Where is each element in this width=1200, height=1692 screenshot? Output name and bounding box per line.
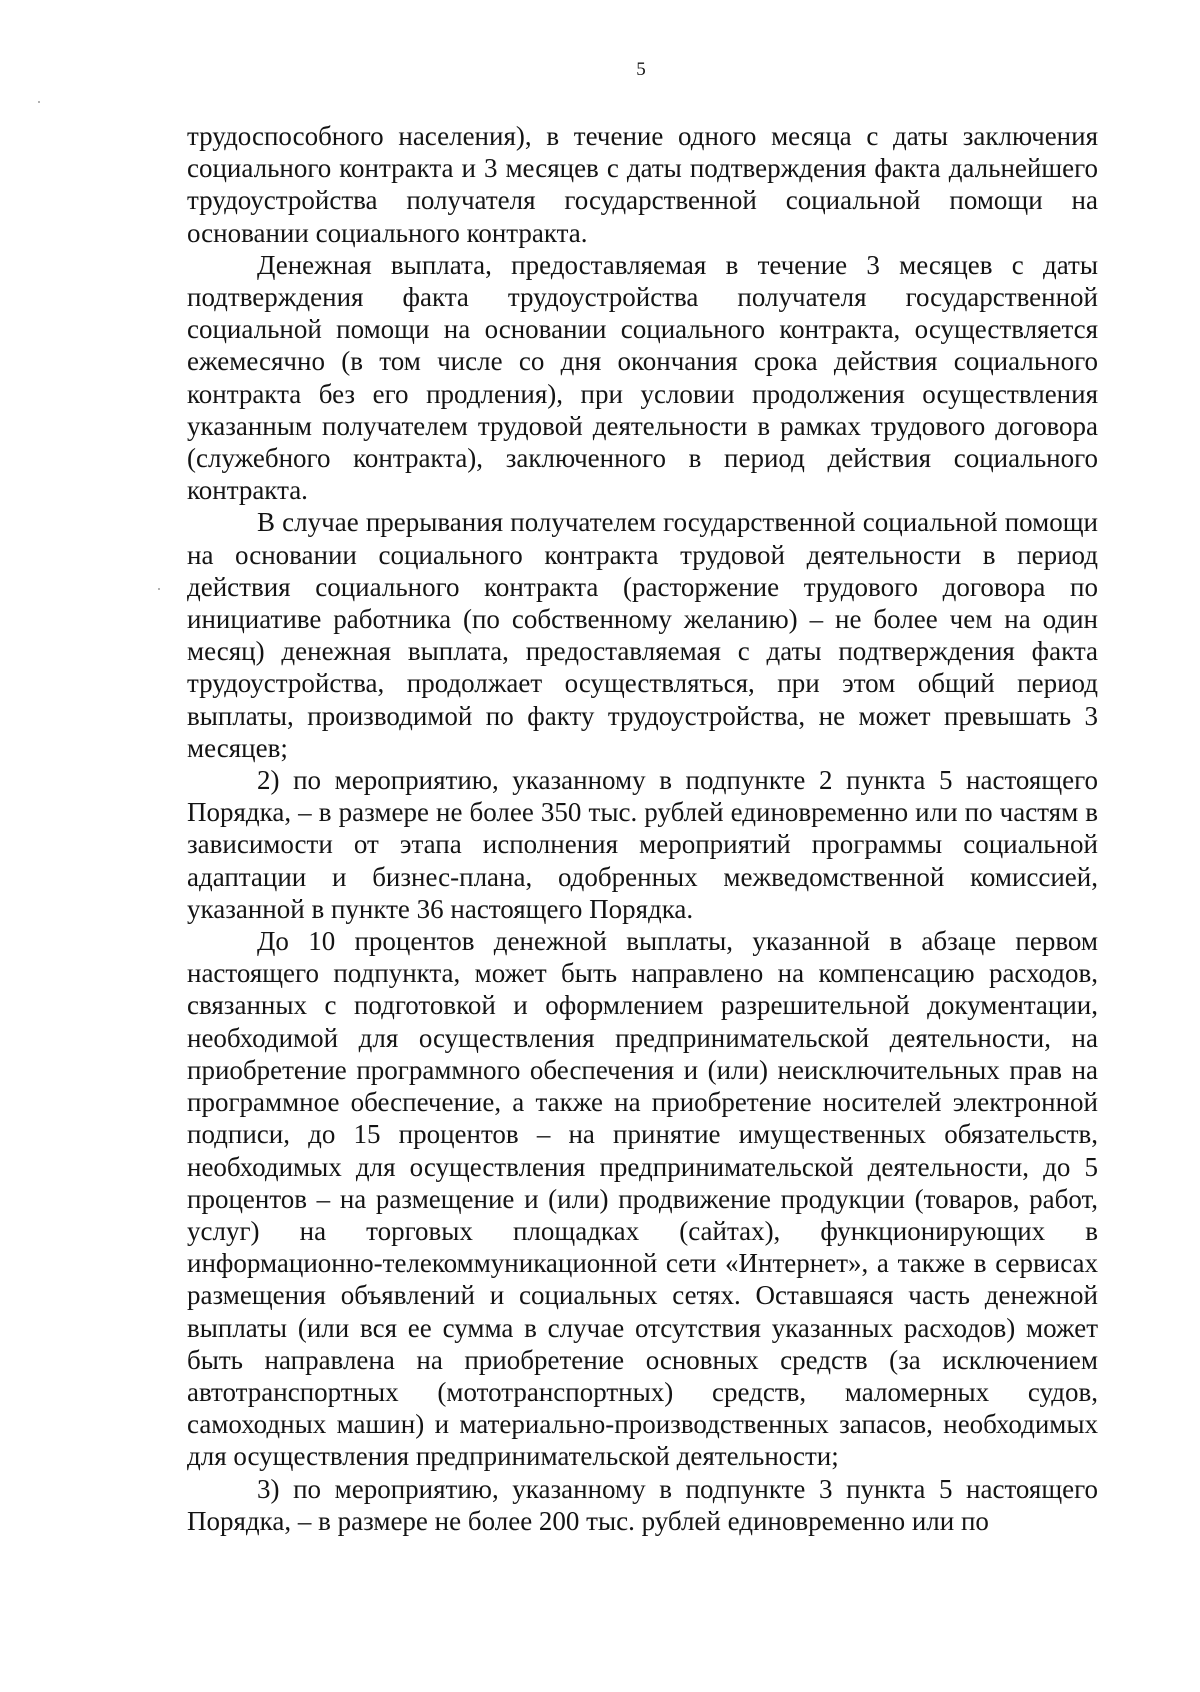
paragraph-item-2: 2) по мероприятию, указанному в подпункте 2 пункта 5 настоящего Порядка, – в размере не более 350 тыс. рублей единовременно или по частям в зависимости от этапа исполнения мероприятий программы социальной адаптации и бизнес-плана, одобренных межведомственной комиссией, указанной в пункте 36 настоящего Порядка. xyxy=(187,765,1098,924)
paragraph-expense-allocation: До 10 процентов денежной выплаты, указанной в абзаце первом настоящего подпункта, может быть направлено на компенсацию расходов, связанных с подготовкой и оформлением разрешительной документации, необходимой для осуществления предпринимательской деятельности, на приобретение программного обеспечения и (или) неисключительных прав на программное обеспечение, а также на приобретение носителей электронной подписи, до 15 процентов – на принятие имущественных обязательств, необходимых для осуществления предпринимательской деятельности, до 5 процентов – на размещение и (или) продвижение продукции (товаров, работ, услуг) на торговых площадках (сайтах), функционирующих в информационно-телекоммуникационной сети «Интернет», а также в сервисах размещения объявлений и социальных сетях. Оставшаяся часть денежной выплаты (или вся ее сумма в случае отсутствия указанных расходов) может быть направлена на приобретение основных средств (за исключением автотранспортных (мототранспортных) средств, маломерных судов, самоходных машин) и материально-производственных запасов, необходимых для осуществления предпринимательской деятельности; xyxy=(187,926,1098,1472)
page-number: 5 xyxy=(636,59,646,80)
paragraph-item-3: 3) по мероприятию, указанному в подпункте 3 пункта 5 настоящего Порядка, – в размере не более 200 тыс. рублей единовременно или по xyxy=(187,1473,1098,1536)
paragraph-monthly-payment: Денежная выплата, предоставляемая в течение 3 месяцев с даты подтверждения факта трудоустройства получателя государственной социальной помощи на основании социального контракта, осуществляется ежемесячно (в том числе со дня окончания срока действия социального контракта без его продления), при условии продолжения осуществления указанным получателем трудовой деятельности в рамках трудового договора (служебного контракта), заключенного в период действия социального контракта. xyxy=(187,249,1098,506)
scan-speck xyxy=(158,588,160,590)
document-body xyxy=(187,120,1098,1537)
scan-speck xyxy=(38,101,40,103)
paragraph-employment-interruption: В случае прерывания получателем государственной социальной помощи на основании социального контракта трудовой деятельности в период действия социального контракта (расторжение трудового договора по инициативе работника (по собственному желанию) – не более чем на один месяц) денежная выплата, предоставляемая с даты подтверждения факта трудоустройства, продолжает осуществляться, при этом общий период выплаты, производимой по факту трудоустройства, не может превышать 3 месяцев; xyxy=(187,507,1098,763)
paragraph-continuation: трудоспособного населения), в течение одного месяца с даты заключения социального контракта и 3 месяцев с даты подтверждения факта дальнейшего трудоустройства получателя государственной социальной помощи на основании социального контракта. xyxy=(187,121,1098,248)
